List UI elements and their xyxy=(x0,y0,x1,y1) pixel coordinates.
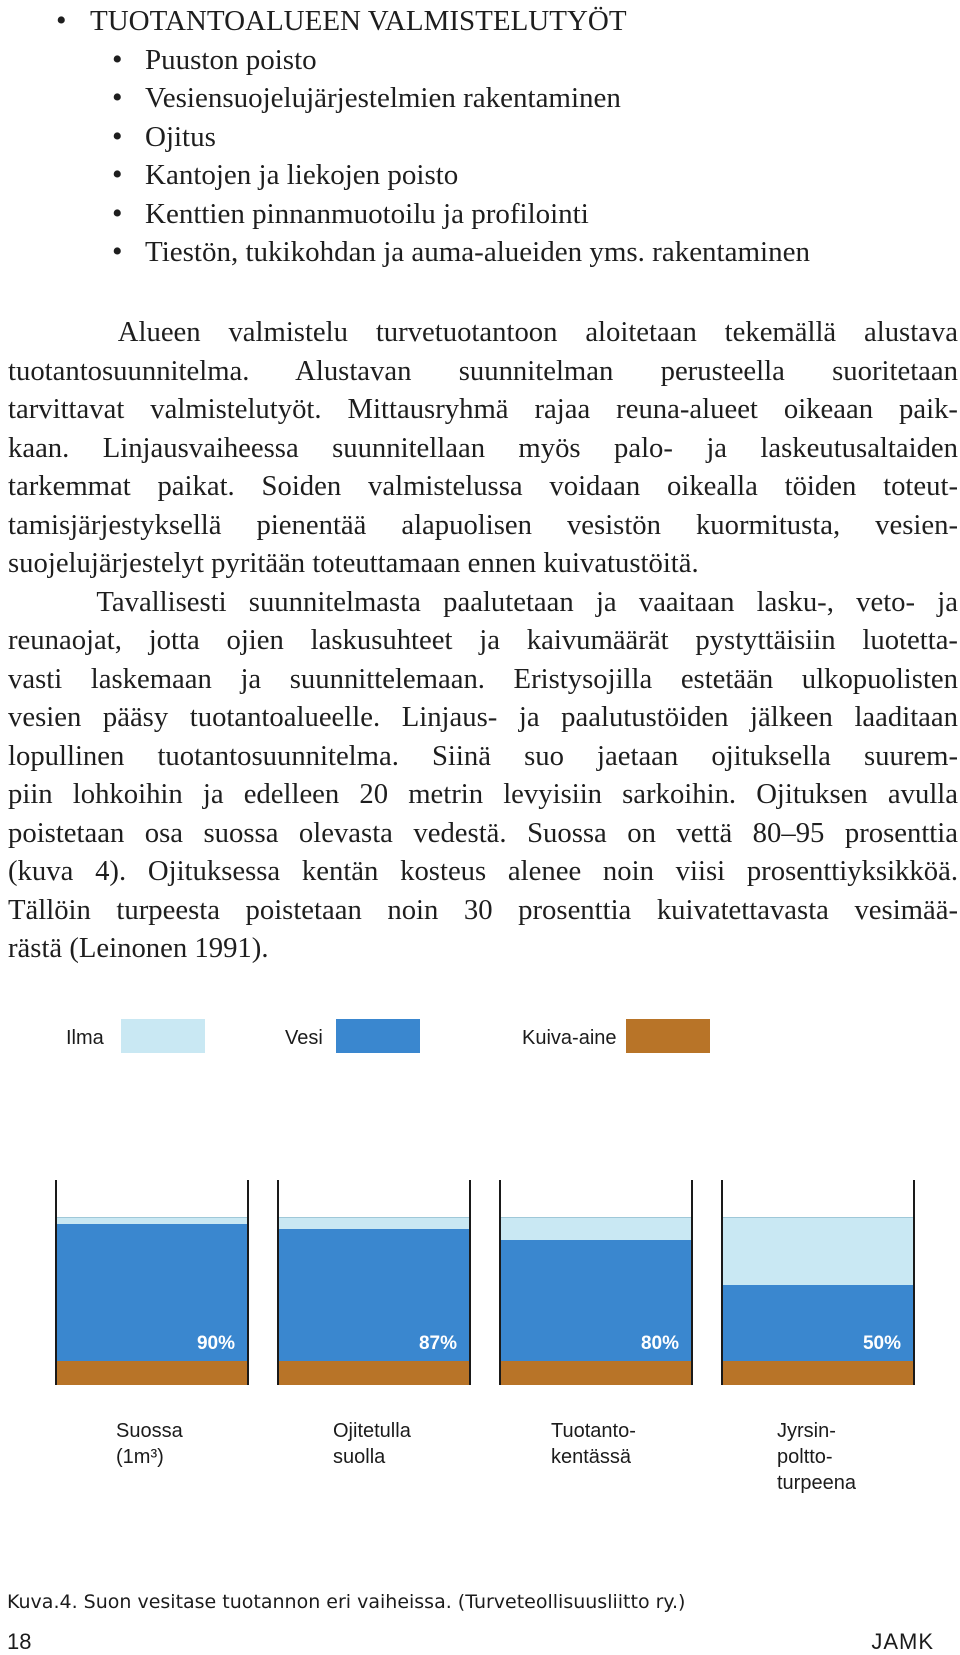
paragraph-line: vesien pääsy tuotantoalueelle. Linjaus- ja paalutustöiden jälkeen laaditaan xyxy=(8,701,958,733)
beaker-drained-bog xyxy=(279,1180,469,1385)
legend-label-dry-matter: Kuiva-aine xyxy=(522,1027,617,1049)
air-layer xyxy=(501,1217,691,1241)
dry-matter-layer xyxy=(279,1361,469,1385)
beaker-label-line: turpeena xyxy=(777,1472,856,1494)
body-paragraphs xyxy=(8,313,958,968)
beaker-wall xyxy=(499,1180,501,1385)
paragraph-line: tamisjärjestyksellä pienentää alapuolisen vesistön kuormitusta, vesien- xyxy=(8,508,958,541)
beaker-label-line: suolla xyxy=(333,1446,386,1468)
beaker-wall xyxy=(55,1180,57,1385)
paragraph-line: reunaojat, jotta ojien laskusuhteet ja kaivumäärät pystyttäisiin luotetta- xyxy=(8,624,958,656)
beaker-wall xyxy=(247,1180,249,1385)
paragraph-line: suojelujärjestelyt pyritään toteuttamaan ennen kuivatustöitä. xyxy=(8,547,699,579)
paragraph-line: poistetaan osa suossa olevasta vedestä. Suossa on vettä 80–95 prosenttia xyxy=(8,816,958,849)
paragraph-line: tuotantosuunnitelma. Alustavan suunnitelman perusteella suoritetaan xyxy=(8,354,958,387)
water-percent-label: 87% xyxy=(418,1333,457,1354)
legend-swatch-air xyxy=(121,1019,205,1053)
beaker-label-line: Ojitetulla xyxy=(333,1420,411,1442)
beaker-label-bog xyxy=(116,1418,183,1470)
paragraph-line: vasti laskemaan ja suunnittelemaan. Eristysojilla estetään ulkopuolisten xyxy=(8,662,958,695)
water-percent-label: 90% xyxy=(196,1333,235,1354)
beaker-label-line: (1m³) xyxy=(116,1446,164,1468)
list-heading: • TUOTANTOALUEEN VALMISTELUTYÖT xyxy=(54,2,934,41)
paragraph-line: (kuva 4). Ojituksessa kentän kosteus alenee noin viisi prosenttiyksikköä. xyxy=(8,855,958,887)
dry-matter-layer xyxy=(501,1361,691,1385)
legend-swatch-water xyxy=(336,1019,420,1053)
paragraph-line: Tavallisesti suunnitelmasta paalutetaan ja vaaitaan lasku-, veto- ja xyxy=(8,585,958,618)
paragraph-line: tarkemmat paikat. Soiden valmistelussa voidaan oikealla töiden toteut- xyxy=(8,470,958,502)
figure-caption: Kuva.4. Suon vesitase tuotannon eri vaiheissa. (Turveteollisuusliitto ry.) xyxy=(7,1591,686,1613)
preparation-list xyxy=(54,2,934,272)
beaker-wall xyxy=(277,1180,279,1385)
water-percent-label: 50% xyxy=(862,1333,901,1354)
beaker-label-line: poltto- xyxy=(777,1446,833,1468)
beaker-wall xyxy=(721,1180,723,1385)
paragraph-line: rästä (Leinonen 1991). xyxy=(8,932,269,964)
beaker-label-drained xyxy=(333,1418,411,1470)
page-number: 18 xyxy=(7,1629,32,1654)
legend-swatch-dry-matter xyxy=(626,1019,710,1053)
list-item: • Puuston poisto xyxy=(114,41,934,80)
beaker-label-milled-peat xyxy=(777,1418,856,1496)
beaker-wall xyxy=(469,1180,471,1385)
beaker-label-line: Tuotanto- xyxy=(551,1420,636,1442)
beaker-label-line: kentässä xyxy=(551,1446,632,1468)
beaker-wall xyxy=(913,1180,915,1385)
beaker-production-field xyxy=(501,1180,691,1385)
water-balance-figure xyxy=(0,1000,960,1520)
legend-label-water: Vesi xyxy=(285,1027,323,1049)
beaker-milled-peat xyxy=(723,1180,913,1385)
list-item: • Kantojen ja liekojen poisto xyxy=(114,156,934,195)
beaker-label-line: Jyrsin- xyxy=(777,1420,836,1442)
paragraph-line: tarvittavat valmistelutyöt. Mittausryhmä rajaa reuna-alueet oikeaan paik- xyxy=(8,393,958,425)
beaker-wall xyxy=(691,1180,693,1385)
dry-matter-layer xyxy=(57,1361,247,1385)
list-item: • Ojitus xyxy=(114,118,934,157)
beaker-label-line: Suossa xyxy=(116,1420,183,1442)
paragraph-line: piin lohkoihin ja edelleen 20 metrin levyisiin sarkoihin. Ojituksen avulla xyxy=(8,778,958,810)
dry-matter-layer xyxy=(723,1361,913,1385)
list-item: • Vesiensuojelujärjestelmien rakentaminen xyxy=(114,79,934,118)
paragraph-line: Alueen valmistelu turvetuotantoon aloitetaan tekemällä alustava xyxy=(8,316,958,348)
air-layer xyxy=(723,1217,913,1286)
paragraph-line: lopullinen tuotantosuunnitelma. Siinä suo jaetaan ojituksella suurem- xyxy=(8,739,958,772)
beaker-label-production xyxy=(551,1418,636,1470)
beaker-bog xyxy=(57,1180,247,1385)
list-item: • Kenttien pinnanmuotoilu ja profilointi xyxy=(114,195,934,234)
water-percent-label: 80% xyxy=(640,1333,679,1354)
paragraph-line: Tällöin turpeesta poistetaan noin 30 prosenttia kuivatettavasta vesimää- xyxy=(8,893,958,926)
list-item: • Tiestön, tukikohdan ja auma-alueiden yms. rakentaminen xyxy=(114,233,934,272)
paragraph-line: kaan. Linjausvaiheessa suunnitellaan myös palo- ja laskeutusaltaiden xyxy=(8,431,958,464)
legend-label-air: Ilma xyxy=(66,1027,104,1049)
journal-name: JAMK xyxy=(871,1629,934,1654)
